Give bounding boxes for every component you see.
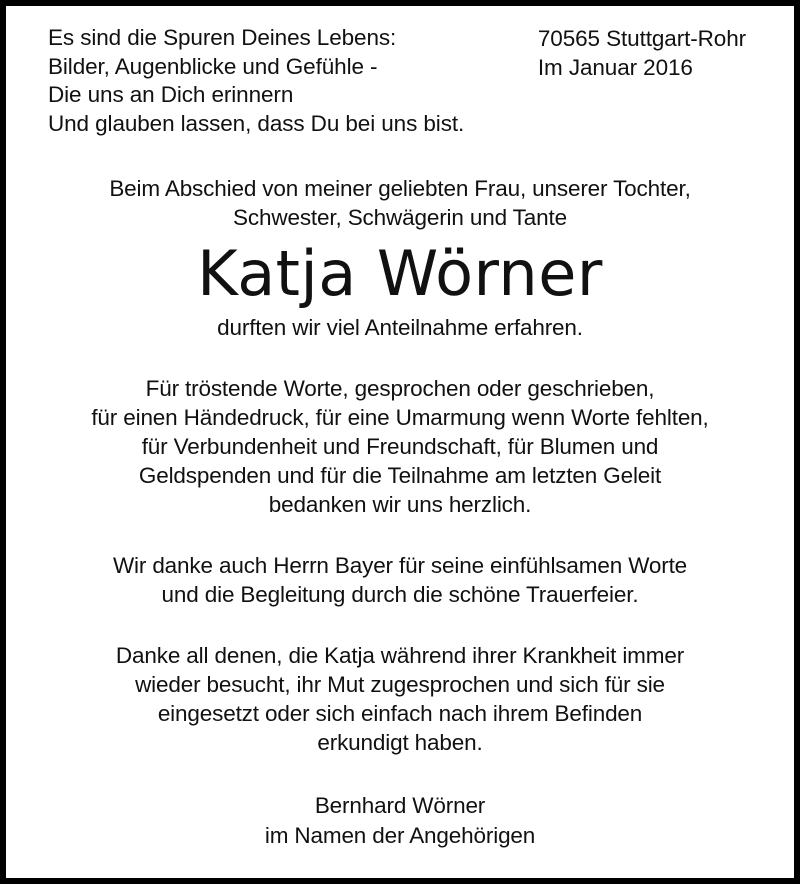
date-text: Im Januar 2016 xyxy=(537,54,693,80)
after-name-paragraph xyxy=(36,313,764,342)
verse-line: Und glauben lassen, dass Du bei uns bist. xyxy=(48,110,465,136)
signatory-subtitle: im Namen der Angehörigen xyxy=(264,823,536,848)
celebrant-paragraph xyxy=(36,551,764,609)
visitors-line: wieder besucht, ihr Mut zugesprochen und sich für sie xyxy=(135,672,665,697)
visitors-line: erkundigt haben. xyxy=(317,730,483,755)
visitors-paragraph xyxy=(36,641,764,757)
verse-line: Die uns an Dich erinnern xyxy=(48,82,294,107)
signatory-name: Bernhard Wörner xyxy=(314,793,486,818)
thanks-line: für Verbundenheit und Freundschaft, für Blumen und xyxy=(141,434,659,459)
thanks-line: für einen Händedruck, für eine Umarmung wenn Worte fehlten, xyxy=(91,405,709,430)
signature-block xyxy=(36,791,764,851)
visitors-line: Danke all denen, die Katja während ihrer Krankheit immer xyxy=(115,643,685,668)
intro-line: Schwester, Schwägerin und Tante xyxy=(233,205,567,230)
memorial-verse xyxy=(36,24,464,138)
celebrant-line: und die Begleitung durch die schöne Trauerfeier. xyxy=(161,582,639,607)
notice-content xyxy=(6,6,794,878)
thanks-line: Für tröstende Worte, gesprochen oder geschrieben, xyxy=(145,376,655,401)
verse-line: Bilder, Augenblicke und Gefühle - xyxy=(48,53,378,79)
intro-paragraph xyxy=(36,174,764,232)
after-name-line: durften wir viel Anteilnahme erfahren. xyxy=(217,315,583,340)
intro-line: Beim Abschied von meiner geliebten Frau, unserer Tochter, xyxy=(109,176,691,201)
place-and-date xyxy=(538,24,764,82)
thanks-paragraph xyxy=(36,374,764,519)
thanks-line: Geldspenden und für die Teilnahme am letzten Geleit xyxy=(138,463,662,488)
visitors-line: eingesetzt oder sich einfach nach ihrem Befinden xyxy=(157,701,643,726)
thanks-line: bedanken wir uns herzlich. xyxy=(268,492,532,517)
verse-line: Es sind die Spuren Deines Lebens: xyxy=(48,25,397,50)
header-row xyxy=(36,24,764,138)
deceased-name: Katja Wörner xyxy=(197,237,603,310)
celebrant-line: Wir danke auch Herrn Bayer für seine einfühlsamen Worte xyxy=(112,553,688,578)
place-text: 70565 Stuttgart-Rohr xyxy=(537,26,746,51)
